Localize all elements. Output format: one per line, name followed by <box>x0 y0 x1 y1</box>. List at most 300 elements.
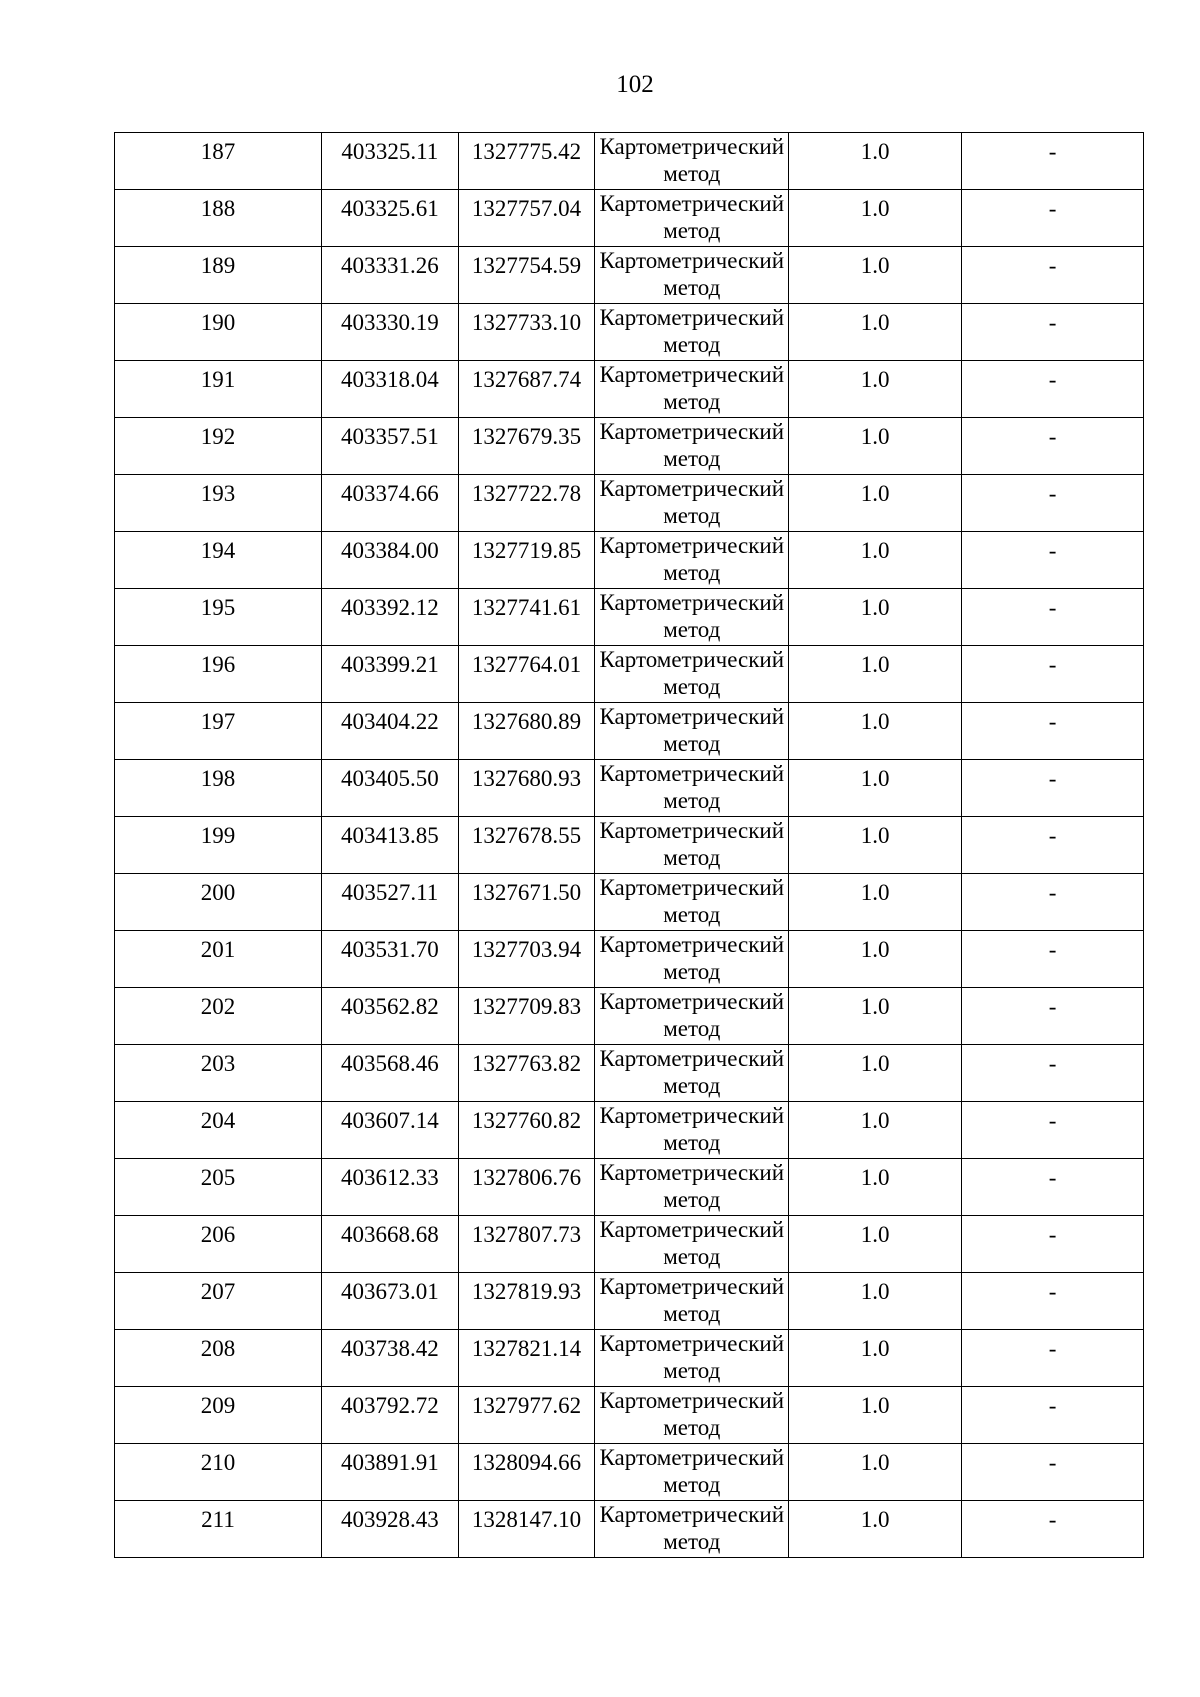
x-coordinate-cell <box>322 247 459 304</box>
y-coordinate-cell <box>458 646 595 703</box>
table-row <box>115 1045 1144 1102</box>
method-cell <box>595 1387 789 1444</box>
method-value: Картометрический метод <box>599 818 785 870</box>
y-coordinate-value: 1327806.76 <box>471 1165 582 1190</box>
accuracy-value: 1.0 <box>860 1450 890 1475</box>
accuracy-cell <box>789 1501 962 1558</box>
description-value: - <box>1048 424 1057 449</box>
method-value: Картометрический метод <box>599 362 785 414</box>
table-row <box>115 247 1144 304</box>
description-value: - <box>1048 1051 1057 1076</box>
description-cell <box>962 1045 1144 1102</box>
method-value: Картометрический метод <box>599 590 785 642</box>
x-coordinate-value: 403405.50 <box>340 766 439 791</box>
x-coordinate-cell <box>322 475 459 532</box>
point-number-value: 208 <box>200 1336 236 1361</box>
table-row <box>115 760 1144 817</box>
method-value: Картометрический метод <box>599 1445 785 1497</box>
method-cell <box>595 532 789 589</box>
method-cell <box>595 874 789 931</box>
x-coordinate-cell <box>322 1330 459 1387</box>
method-value: Картометрический метод <box>599 1331 785 1383</box>
point-number-cell <box>115 817 322 874</box>
method-cell <box>595 1045 789 1102</box>
point-number-value: 209 <box>200 1393 236 1418</box>
x-coordinate-value: 403331.26 <box>340 253 439 278</box>
x-coordinate-cell <box>322 874 459 931</box>
x-coordinate-value: 403413.85 <box>340 823 439 848</box>
description-value: - <box>1048 1450 1057 1475</box>
y-coordinate-cell <box>458 817 595 874</box>
table-row <box>115 931 1144 988</box>
y-coordinate-value: 1327679.35 <box>471 424 582 449</box>
x-coordinate-value: 403531.70 <box>340 937 439 962</box>
y-coordinate-value: 1327687.74 <box>471 367 582 392</box>
accuracy-cell <box>789 1216 962 1273</box>
table-row <box>115 133 1144 190</box>
description-value: - <box>1048 880 1057 905</box>
accuracy-cell <box>789 418 962 475</box>
method-cell <box>595 1159 789 1216</box>
point-number-value: 199 <box>200 823 236 848</box>
point-number-cell <box>115 1501 322 1558</box>
y-coordinate-cell <box>458 418 595 475</box>
point-number-cell <box>115 418 322 475</box>
y-coordinate-value: 1327680.89 <box>471 709 582 734</box>
description-cell <box>962 1159 1144 1216</box>
method-value: Картометрический метод <box>599 533 785 585</box>
y-coordinate-value: 1327763.82 <box>471 1051 582 1076</box>
point-number-cell <box>115 931 322 988</box>
method-value: Картометрический метод <box>599 1103 785 1155</box>
y-coordinate-cell <box>458 988 595 1045</box>
accuracy-value: 1.0 <box>860 1222 890 1247</box>
description-cell <box>962 190 1144 247</box>
description-cell <box>962 760 1144 817</box>
description-value: - <box>1048 253 1057 278</box>
description-cell <box>962 817 1144 874</box>
point-number-value: 198 <box>200 766 236 791</box>
y-coordinate-cell <box>458 1159 595 1216</box>
x-coordinate-cell <box>322 1216 459 1273</box>
accuracy-value: 1.0 <box>860 424 890 449</box>
method-cell <box>595 646 789 703</box>
point-number-value: 187 <box>200 139 236 164</box>
description-cell <box>962 418 1144 475</box>
x-coordinate-cell <box>322 418 459 475</box>
accuracy-value: 1.0 <box>860 1165 890 1190</box>
x-coordinate-value: 403568.46 <box>340 1051 439 1076</box>
accuracy-value: 1.0 <box>860 139 890 164</box>
point-number-cell <box>115 1387 322 1444</box>
accuracy-cell <box>789 1102 962 1159</box>
x-coordinate-value: 403562.82 <box>340 994 439 1019</box>
description-value: - <box>1048 1336 1057 1361</box>
y-coordinate-value: 1327821.14 <box>471 1336 582 1361</box>
x-coordinate-value: 403325.11 <box>341 139 439 164</box>
y-coordinate-value: 1327807.73 <box>471 1222 582 1247</box>
description-value: - <box>1048 481 1057 506</box>
accuracy-value: 1.0 <box>860 652 890 677</box>
method-cell <box>595 304 789 361</box>
point-number-cell <box>115 1330 322 1387</box>
point-number-cell <box>115 1216 322 1273</box>
method-cell <box>595 1444 789 1501</box>
x-coordinate-value: 403318.04 <box>340 367 439 392</box>
x-coordinate-value: 403404.22 <box>340 709 439 734</box>
x-coordinate-cell <box>322 703 459 760</box>
point-number-cell <box>115 1273 322 1330</box>
x-coordinate-value: 403392.12 <box>340 595 439 620</box>
accuracy-value: 1.0 <box>860 1279 890 1304</box>
description-value: - <box>1048 538 1057 563</box>
x-coordinate-cell <box>322 1102 459 1159</box>
coordinates-table-body <box>115 133 1144 1558</box>
accuracy-value: 1.0 <box>860 1051 890 1076</box>
accuracy-cell <box>789 874 962 931</box>
method-value: Картометрический метод <box>599 191 785 243</box>
accuracy-value: 1.0 <box>860 937 890 962</box>
x-coordinate-cell <box>322 532 459 589</box>
accuracy-value: 1.0 <box>860 880 890 905</box>
description-value: - <box>1048 1165 1057 1190</box>
accuracy-value: 1.0 <box>860 823 890 848</box>
method-value: Картометрический метод <box>599 248 785 300</box>
accuracy-value: 1.0 <box>860 481 890 506</box>
x-coordinate-cell <box>322 646 459 703</box>
y-coordinate-cell <box>458 304 595 361</box>
accuracy-cell <box>789 1159 962 1216</box>
x-coordinate-cell <box>322 589 459 646</box>
y-coordinate-value: 1327764.01 <box>471 652 582 677</box>
method-value: Картометрический метод <box>599 875 785 927</box>
x-coordinate-cell <box>322 1045 459 1102</box>
point-number-cell <box>115 361 322 418</box>
accuracy-value: 1.0 <box>860 595 890 620</box>
method-cell <box>595 1273 789 1330</box>
table-row <box>115 1159 1144 1216</box>
y-coordinate-value: 1327719.85 <box>471 538 582 563</box>
y-coordinate-value: 1327678.55 <box>471 823 582 848</box>
accuracy-cell <box>789 1444 962 1501</box>
y-coordinate-value: 1327775.42 <box>471 139 582 164</box>
x-coordinate-value: 403891.91 <box>340 1450 439 1475</box>
y-coordinate-cell <box>458 1501 595 1558</box>
method-value: Картометрический метод <box>599 989 785 1041</box>
method-cell <box>595 589 789 646</box>
point-number-value: 201 <box>200 937 236 962</box>
accuracy-cell <box>789 532 962 589</box>
method-cell <box>595 703 789 760</box>
description-cell <box>962 988 1144 1045</box>
description-cell <box>962 304 1144 361</box>
table-row <box>115 475 1144 532</box>
table-row <box>115 817 1144 874</box>
table-row <box>115 304 1144 361</box>
x-coordinate-cell <box>322 1387 459 1444</box>
description-cell <box>962 1444 1144 1501</box>
accuracy-cell <box>789 931 962 988</box>
method-cell <box>595 817 789 874</box>
accuracy-cell <box>789 1387 962 1444</box>
method-value: Картометрический метод <box>599 1217 785 1269</box>
method-cell <box>595 418 789 475</box>
x-coordinate-value: 403928.43 <box>340 1507 439 1532</box>
table-row <box>115 1330 1144 1387</box>
y-coordinate-cell <box>458 1273 595 1330</box>
description-cell <box>962 361 1144 418</box>
x-coordinate-value: 403330.19 <box>340 310 439 335</box>
accuracy-cell <box>789 133 962 190</box>
description-cell <box>962 532 1144 589</box>
method-cell <box>595 1330 789 1387</box>
accuracy-value: 1.0 <box>860 1336 890 1361</box>
point-number-cell <box>115 475 322 532</box>
description-value: - <box>1048 937 1057 962</box>
method-cell <box>595 760 789 817</box>
description-value: - <box>1048 595 1057 620</box>
x-coordinate-cell <box>322 1159 459 1216</box>
y-coordinate-cell <box>458 874 595 931</box>
table-row <box>115 988 1144 1045</box>
y-coordinate-value: 1327757.04 <box>471 196 582 221</box>
description-cell <box>962 133 1144 190</box>
method-value: Картометрический метод <box>599 1046 785 1098</box>
x-coordinate-cell <box>322 1444 459 1501</box>
x-coordinate-value: 403607.14 <box>340 1108 439 1133</box>
x-coordinate-cell <box>322 133 459 190</box>
method-value: Картометрический метод <box>599 704 785 756</box>
accuracy-value: 1.0 <box>860 310 890 335</box>
accuracy-cell <box>789 703 962 760</box>
y-coordinate-cell <box>458 1045 595 1102</box>
description-cell <box>962 1273 1144 1330</box>
y-coordinate-cell <box>458 361 595 418</box>
description-cell <box>962 1387 1144 1444</box>
accuracy-cell <box>789 1045 962 1102</box>
x-coordinate-cell <box>322 760 459 817</box>
description-value: - <box>1048 1222 1057 1247</box>
table-row <box>115 1102 1144 1159</box>
table-row <box>115 190 1144 247</box>
y-coordinate-cell <box>458 1102 595 1159</box>
method-cell <box>595 1102 789 1159</box>
point-number-cell <box>115 646 322 703</box>
table-row <box>115 589 1144 646</box>
description-cell <box>962 703 1144 760</box>
method-cell <box>595 988 789 1045</box>
point-number-cell <box>115 304 322 361</box>
point-number-cell <box>115 247 322 304</box>
description-value: - <box>1048 652 1057 677</box>
accuracy-cell <box>789 361 962 418</box>
description-value: - <box>1048 994 1057 1019</box>
point-number-cell <box>115 988 322 1045</box>
point-number-cell <box>115 703 322 760</box>
point-number-cell <box>115 1102 322 1159</box>
table-row <box>115 1387 1144 1444</box>
table-row <box>115 1273 1144 1330</box>
point-number-value: 207 <box>200 1279 236 1304</box>
description-cell <box>962 1330 1144 1387</box>
x-coordinate-value: 403612.33 <box>340 1165 439 1190</box>
description-cell <box>962 874 1144 931</box>
point-number-value: 211 <box>201 1507 235 1532</box>
y-coordinate-cell <box>458 475 595 532</box>
point-number-value: 189 <box>200 253 236 278</box>
point-number-cell <box>115 1045 322 1102</box>
y-coordinate-value: 1327671.50 <box>471 880 582 905</box>
accuracy-cell <box>789 475 962 532</box>
y-coordinate-cell <box>458 190 595 247</box>
accuracy-value: 1.0 <box>860 709 890 734</box>
description-cell <box>962 475 1144 532</box>
table-row <box>115 1444 1144 1501</box>
accuracy-cell <box>789 1273 962 1330</box>
description-value: - <box>1048 367 1057 392</box>
description-value: - <box>1048 1279 1057 1304</box>
table-row <box>115 1501 1144 1558</box>
description-value: - <box>1048 139 1057 164</box>
point-number-value: 205 <box>200 1165 236 1190</box>
point-number-value: 202 <box>200 994 236 1019</box>
point-number-value: 203 <box>200 1051 236 1076</box>
x-coordinate-cell <box>322 988 459 1045</box>
description-cell <box>962 646 1144 703</box>
accuracy-value: 1.0 <box>860 1108 890 1133</box>
accuracy-cell <box>789 304 962 361</box>
accuracy-value: 1.0 <box>860 994 890 1019</box>
point-number-value: 192 <box>200 424 236 449</box>
description-cell <box>962 1216 1144 1273</box>
accuracy-cell <box>789 646 962 703</box>
point-number-value: 204 <box>200 1108 236 1133</box>
y-coordinate-cell <box>458 133 595 190</box>
y-coordinate-value: 1327722.78 <box>471 481 582 506</box>
y-coordinate-cell <box>458 931 595 988</box>
point-number-value: 194 <box>200 538 236 563</box>
description-cell <box>962 1501 1144 1558</box>
description-value: - <box>1048 1393 1057 1418</box>
method-value: Картометрический метод <box>599 761 785 813</box>
method-value: Картометрический метод <box>599 419 785 471</box>
point-number-cell <box>115 874 322 931</box>
method-value: Картометрический метод <box>599 1388 785 1440</box>
point-number-cell <box>115 190 322 247</box>
accuracy-cell <box>789 817 962 874</box>
x-coordinate-cell <box>322 361 459 418</box>
y-coordinate-value: 1327680.93 <box>471 766 582 791</box>
y-coordinate-value: 1327733.10 <box>471 310 582 335</box>
accuracy-value: 1.0 <box>860 196 890 221</box>
method-cell <box>595 931 789 988</box>
x-coordinate-cell <box>322 304 459 361</box>
point-number-value: 191 <box>200 367 236 392</box>
description-value: - <box>1048 823 1057 848</box>
x-coordinate-value: 403374.66 <box>340 481 439 506</box>
x-coordinate-value: 403357.51 <box>340 424 439 449</box>
point-number-value: 206 <box>200 1222 236 1247</box>
x-coordinate-cell <box>322 190 459 247</box>
method-value: Картометрический метод <box>599 1160 785 1212</box>
table-row <box>115 532 1144 589</box>
table-row <box>115 418 1144 475</box>
method-value: Картометрический метод <box>599 1502 785 1554</box>
table-row <box>115 646 1144 703</box>
y-coordinate-cell <box>458 760 595 817</box>
table-row <box>115 1216 1144 1273</box>
accuracy-value: 1.0 <box>860 367 890 392</box>
method-value: Картометрический метод <box>599 305 785 357</box>
y-coordinate-value: 1327703.94 <box>471 937 582 962</box>
method-cell <box>595 361 789 418</box>
method-value: Картометрический метод <box>599 647 785 699</box>
accuracy-cell <box>789 1330 962 1387</box>
table-row <box>115 874 1144 931</box>
x-coordinate-value: 403792.72 <box>340 1393 439 1418</box>
method-cell <box>595 1216 789 1273</box>
page-number: 102 <box>616 71 654 98</box>
accuracy-value: 1.0 <box>860 766 890 791</box>
x-coordinate-value: 403673.01 <box>340 1279 439 1304</box>
y-coordinate-value: 1328094.66 <box>471 1450 582 1475</box>
point-number-cell <box>115 133 322 190</box>
point-number-value: 200 <box>200 880 236 905</box>
point-number-value: 193 <box>200 481 236 506</box>
y-coordinate-value: 1327977.62 <box>471 1393 582 1418</box>
description-value: - <box>1048 766 1057 791</box>
y-coordinate-value: 1328147.10 <box>471 1507 582 1532</box>
accuracy-cell <box>789 760 962 817</box>
x-coordinate-value: 403384.00 <box>340 538 439 563</box>
y-coordinate-value: 1327741.61 <box>471 595 582 620</box>
description-value: - <box>1048 709 1057 734</box>
method-cell <box>595 133 789 190</box>
y-coordinate-value: 1327709.83 <box>471 994 582 1019</box>
method-value: Картометрический метод <box>599 1274 785 1326</box>
x-coordinate-cell <box>322 931 459 988</box>
description-value: - <box>1048 1108 1057 1133</box>
point-number-value: 197 <box>200 709 236 734</box>
method-cell <box>595 475 789 532</box>
y-coordinate-cell <box>458 703 595 760</box>
description-cell <box>962 247 1144 304</box>
y-coordinate-value: 1327760.82 <box>471 1108 582 1133</box>
accuracy-cell <box>789 589 962 646</box>
method-cell <box>595 247 789 304</box>
coordinates-table <box>114 132 1144 1558</box>
y-coordinate-cell <box>458 532 595 589</box>
point-number-cell <box>115 760 322 817</box>
x-coordinate-value: 403668.68 <box>340 1222 439 1247</box>
method-value: Картометрический метод <box>599 932 785 984</box>
description-value: - <box>1048 310 1057 335</box>
point-number-cell <box>115 1159 322 1216</box>
method-cell <box>595 1501 789 1558</box>
x-coordinate-cell <box>322 1273 459 1330</box>
description-cell <box>962 931 1144 988</box>
x-coordinate-value: 403527.11 <box>341 880 439 905</box>
y-coordinate-cell <box>458 1330 595 1387</box>
table-row <box>115 703 1144 760</box>
point-number-cell <box>115 1444 322 1501</box>
accuracy-value: 1.0 <box>860 538 890 563</box>
method-value: Картометрический метод <box>599 134 785 186</box>
y-coordinate-cell <box>458 1216 595 1273</box>
x-coordinate-cell <box>322 1501 459 1558</box>
point-number-cell <box>115 589 322 646</box>
point-number-value: 196 <box>200 652 236 677</box>
